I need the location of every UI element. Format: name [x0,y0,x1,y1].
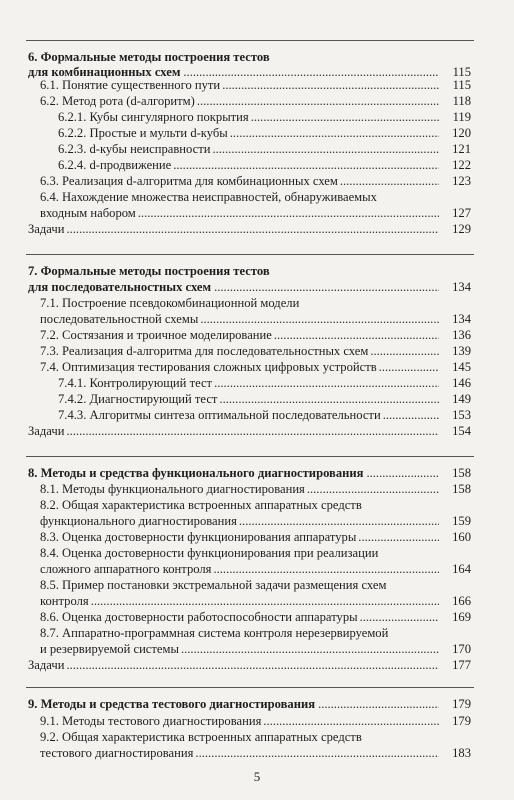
toc-entry-text[interactable]: сложного аппаратного контроля [40,562,212,576]
dot-leader [251,110,439,125]
dot-leader [274,328,439,343]
toc-page-number[interactable]: 139 [452,344,471,358]
section-heading: для последовательностных схем [28,280,212,294]
toc-entry-text[interactable]: тестового диагностирования [40,746,194,760]
toc-page-number[interactable]: 146 [452,376,471,390]
toc-page-number[interactable]: 119 [452,110,471,124]
dot-leader [173,158,439,173]
toc-page-number[interactable]: 169 [452,610,471,624]
dot-leader [213,562,439,577]
toc-entry-text[interactable]: 8.4. Оценка достоверности функционирования при реализации [40,546,379,560]
toc-page-number[interactable]: 177 [452,658,471,672]
section-divider [26,687,474,688]
toc-page-number[interactable]: 160 [452,530,471,544]
toc-page-number[interactable]: 166 [452,594,471,608]
toc-page-number[interactable]: 136 [452,328,471,342]
toc-entry-text[interactable]: 7.4.3. Алгоритмы синтеза оптимальной последовательности [58,408,381,422]
section-divider [26,254,474,255]
section-divider [26,456,474,457]
dot-leader [222,78,439,93]
toc-entry-text[interactable]: 7.1. Построение псевдокомбинационной модели [40,296,300,310]
toc-entry-text[interactable]: 7.3. Реализация d-алгоритма для последовательностных схем [40,344,369,358]
section-heading: 8. Методы и средства функционального диагностирования [28,466,364,480]
toc-entry-text[interactable]: 6.2. Метод рота (d-алгоритм) [40,94,195,108]
section-page-number[interactable]: 115 [452,65,471,79]
toc-entry-text[interactable]: 6.2.1. Кубы сингулярного покрытия [58,110,249,124]
dot-leader [318,697,439,712]
dot-leader [358,530,439,545]
toc-page-number[interactable]: 154 [452,424,471,438]
dot-leader [91,594,439,609]
toc-page-number[interactable]: 123 [452,174,471,188]
toc-entry-text[interactable]: Задачи [28,424,65,438]
toc-page-number[interactable]: 134 [452,312,471,326]
toc-page-number[interactable]: 149 [452,392,471,406]
toc-page-number[interactable]: 120 [452,126,471,140]
dot-leader [370,344,439,359]
toc-page-number[interactable]: 158 [452,482,471,496]
toc-entry-text[interactable]: функционального диагностирования [40,514,237,528]
dot-leader [200,312,439,327]
toc-entry-text[interactable]: 6.3. Реализация d-алгоритма для комбинационных схем [40,174,338,188]
toc-entry-text[interactable]: и резервируемой системы [40,642,179,656]
toc-page-number[interactable]: 153 [452,408,471,422]
section-heading: для комбинационных схем [28,65,181,79]
toc-entry-text[interactable]: 7.4. Оптимизация тестирования сложных цифровых устройств [40,360,377,374]
toc-entry-text[interactable]: 7.2. Состязания и троичное моделирование [40,328,272,342]
toc-entry-text[interactable]: 7.4.2. Диагностирующий тест [58,392,218,406]
dot-leader [181,642,439,657]
toc-entry-text[interactable]: входным набором [40,206,136,220]
dot-leader [214,376,439,391]
toc-entry-text[interactable]: контроля [40,594,89,608]
toc-page-number[interactable]: 164 [452,562,471,576]
dot-leader [263,714,439,729]
toc-page-number[interactable]: 118 [452,94,471,108]
section-page-number[interactable]: 158 [452,466,471,480]
toc-entry-text[interactable]: 9.2. Общая характеристика встроенных аппаратных средств [40,730,362,744]
toc-entry-text[interactable]: 6.1. Понятие существенного пути [40,78,221,92]
toc-page-number[interactable]: 115 [452,78,471,92]
toc-entry-text[interactable]: 8.1. Методы функционального диагностирования [40,482,305,496]
section-page-number[interactable]: 134 [452,280,471,294]
toc-entry-text[interactable]: 6.2.3. d-кубы неисправности [58,142,211,156]
toc-entry-text[interactable]: 8.7. Аппаратно-программная система контроля нерезервируемой [40,626,389,640]
toc-page-number[interactable]: 145 [452,360,471,374]
section-heading: 6. Формальные методы построения тестов [28,50,270,64]
dot-leader [66,222,439,237]
toc-entry-text[interactable]: 6.2.4. d-продвижение [58,158,172,172]
toc-entry-text[interactable]: 8.3. Оценка достоверности функционирования аппаратуры [40,530,357,544]
dot-leader [366,466,439,481]
section-heading: 7. Формальные методы построения тестов [28,264,270,278]
toc-entry-text[interactable]: 9.1. Методы тестового диагностирования [40,714,262,728]
toc-entry-text[interactable]: 7.4.1. Контролирующий тест [58,376,213,390]
dot-leader [195,746,439,761]
dot-leader [66,424,439,439]
dot-leader [340,174,439,189]
toc-page-number[interactable]: 127 [452,206,471,220]
toc-entry-text[interactable]: последовательностной схемы [40,312,199,326]
toc-entry-text[interactable]: 8.6. Оценка достоверности работоспособности аппаратуры [40,610,358,624]
toc-page-number[interactable]: 129 [452,222,471,236]
dot-leader [383,408,439,423]
dot-leader [360,610,439,625]
toc-entry-text[interactable]: Задачи [28,222,65,236]
toc-page-number[interactable]: 121 [452,142,471,156]
toc-page-number[interactable]: 122 [452,158,471,172]
dot-leader [197,94,439,109]
dot-leader [219,392,439,407]
page-number: 5 [253,769,261,784]
dot-leader [379,360,439,375]
dot-leader [138,206,439,221]
toc-entry-text[interactable]: 8.2. Общая характеристика встроенных аппаратных средств [40,498,362,512]
dot-leader [214,280,439,295]
toc-entry-text[interactable]: Задачи [28,658,65,672]
section-divider [26,40,474,41]
toc-entry-text[interactable]: 6.4. Нахождение множества неисправностей, обнаруживаемых [40,190,377,204]
dot-leader [230,126,439,141]
dot-leader [307,482,439,497]
toc-entry-text[interactable]: 8.5. Пример постановки экстремальной задачи размещения схем [40,578,387,592]
toc-page-number[interactable]: 159 [452,514,471,528]
section-heading: 9. Методы и средства тестового диагностирования [28,697,316,711]
section-page-number[interactable]: 179 [452,697,471,711]
toc-entry-text[interactable]: 6.2.2. Простые и мульти d-кубы [58,126,228,140]
dot-leader [212,142,439,157]
dot-leader [239,514,439,529]
toc-page-number[interactable]: 183 [452,746,471,760]
dot-leader [66,658,439,673]
toc-page-number[interactable]: 170 [452,642,471,656]
toc-page-number[interactable]: 179 [452,714,471,728]
